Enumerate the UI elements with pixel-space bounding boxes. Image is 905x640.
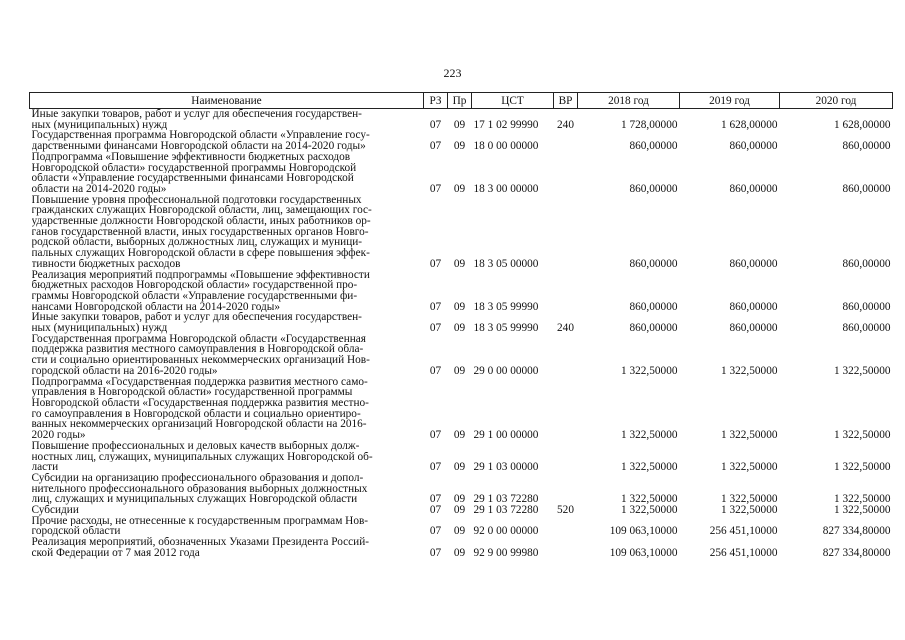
row-name-line: ванных некоммерческих организаций Новгородской области на 2016-	[31, 419, 367, 431]
row-2020-cell: 860,00000	[842, 182, 891, 195]
row-rz-cell: 07	[429, 182, 442, 195]
table-row	[30, 109, 893, 131]
row-name-line: ударственные должности Новгородской области, иных работников ор-	[31, 216, 371, 227]
row-cst-cell: 17 1 02 99990	[473, 118, 539, 131]
row-name-line: бюджетных расходов Новгородской области» государственной про-	[31, 280, 358, 291]
row-name-cell	[30, 537, 424, 558]
row-2020-cell: 860,00000	[842, 257, 891, 270]
row-cst-cell: 18 3 00 00000	[473, 182, 539, 195]
row-cst-cell: 92 0 00 00000	[473, 525, 539, 538]
row-2019-cell: 860,00000	[729, 257, 778, 270]
row-name-line: ласти	[31, 462, 59, 473]
row-2019-cell: 1 628,00000	[721, 118, 778, 131]
row-2020-cell: 860,00000	[842, 300, 891, 313]
row-name-line: тивности бюджетных расходов	[31, 258, 181, 270]
table-row	[30, 505, 893, 516]
row-2018-cell: 860,00000	[629, 182, 678, 195]
row-2018-cell: 860,00000	[629, 322, 678, 335]
row-cst-cell: 29 1 03 72280	[473, 504, 539, 517]
row-name-line: Новгородской области» государственной программы Новгородской	[31, 162, 357, 174]
row-2020-cell: 1 322,50000	[834, 364, 891, 377]
row-name-line: ных (муниципальных) нужд	[31, 323, 168, 334]
row-pr-cell: 09	[453, 493, 466, 506]
row-rz-cell: 07	[429, 257, 442, 270]
row-rz-cell: 07	[429, 429, 442, 442]
row-2019-cell: 1 322,50000	[721, 461, 778, 474]
row-2019-cell: 1 322,50000	[721, 429, 778, 442]
row-name-line: городской области на 2016-2020 годы»	[31, 365, 218, 377]
row-2018-cell: 1 728,00000	[621, 118, 678, 131]
row-name-line: лиц, служащих и муниципальных служащих Новгородской области	[31, 494, 358, 506]
row-name-line: управления в Новгородской области» государственной программы	[31, 387, 353, 398]
column-header-2020: 2020 год	[780, 93, 893, 109]
table-row	[30, 130, 893, 151]
row-cst-cell: 29 1 00 00000	[473, 429, 539, 442]
row-2019-cell: 1 322,50000	[721, 493, 778, 506]
row-name-line: Субсидии	[31, 505, 79, 516]
row-vr-cell	[554, 334, 578, 377]
row-cst-cell: 18 3 05 99990	[473, 300, 539, 313]
table-row	[30, 441, 893, 473]
row-vr-cell	[554, 516, 578, 537]
row-2018-cell: 109 063,10000	[609, 546, 678, 559]
row-name-line: ностных лиц, служащих, муниципальных служащих Новгородской об-	[31, 451, 373, 463]
row-2018-cell: 109 063,10000	[609, 525, 678, 538]
row-cst-cell: 29 1 03 00000	[473, 461, 539, 474]
row-name-line: Субсидии на организацию профессионального образования и допол-	[31, 472, 364, 484]
row-pr-cell: 09	[453, 140, 466, 153]
table-row	[30, 312, 893, 333]
row-name-cell	[30, 195, 424, 270]
row-name-line: городской области	[31, 526, 121, 538]
row-name-line: дарственными финансами Новгородской области на 2014-2020 годы»	[31, 141, 366, 152]
row-name-line: граммы Новгородской области «Управление государственными фи-	[31, 290, 358, 302]
column-header-pr: Пр	[448, 93, 472, 109]
row-cst-cell: 18 0 00 00000	[473, 140, 539, 153]
column-header-2018: 2018 год	[578, 93, 680, 109]
row-name-line: области на 2014-2020 годы»	[31, 183, 167, 195]
row-name-cell	[30, 109, 424, 131]
row-pr-cell: 09	[453, 300, 466, 313]
row-name-line: го самоуправления в Новгородской области и социально ориентиро-	[31, 408, 361, 420]
row-2020-cell: 860,00000	[842, 322, 891, 335]
row-name-line: Повышение профессиональных и деловых качеств выборных долж-	[31, 440, 360, 452]
row-2018-cell: 1 322,50000	[621, 504, 678, 517]
row-name-line: Государственная программа Новгородской области «Государственная	[31, 333, 366, 345]
row-pr-cell: 09	[453, 461, 466, 474]
row-pr-cell: 09	[453, 364, 466, 377]
row-name-cell	[30, 377, 424, 441]
row-pr-cell: 09	[453, 504, 466, 517]
row-2019-cell: 860,00000	[729, 140, 778, 153]
row-name-line: поддержка развития местного самоуправления в Новгородской обла-	[31, 344, 364, 356]
row-name-line: ской Федерации от 7 мая 2012 года	[31, 547, 200, 559]
row-2019-cell: 256 451,10000	[709, 546, 778, 559]
row-vr-cell	[554, 537, 578, 558]
table-row	[30, 334, 893, 377]
row-2019-cell: 1 322,50000	[721, 504, 778, 517]
row-name-line: 2020 годы»	[31, 430, 86, 441]
row-name-cell	[30, 473, 424, 505]
row-pr-cell: 09	[453, 118, 466, 131]
row-name-line: сти и социально ориентированных некоммерческих организаций Нов-	[31, 355, 370, 366]
row-name-cell	[30, 334, 424, 377]
row-name-line: Реализация мероприятий подпрограммы «Повышение эффективности	[31, 269, 370, 281]
row-name-line: нансами Новгородской области на 2014-2020 годы»	[31, 301, 281, 313]
row-2020-cell: 1 322,50000	[834, 504, 891, 517]
row-name-line: Иные закупки товаров, работ и услуг для обеспечения государствен-	[31, 109, 362, 120]
row-vr-cell	[554, 195, 578, 270]
row-pr-cell: 09	[453, 257, 466, 270]
row-vr-cell	[554, 441, 578, 473]
row-vr-cell	[554, 152, 578, 195]
row-vr-cell: 240	[557, 118, 574, 131]
row-rz-cell: 07	[429, 525, 442, 538]
row-pr-cell: 09	[453, 322, 466, 335]
row-2018-cell: 860,00000	[629, 300, 678, 313]
row-name-cell	[30, 505, 424, 516]
row-name-line: ных (муниципальных) нужд	[31, 119, 168, 131]
row-name-cell	[30, 312, 424, 333]
row-rz-cell: 07	[429, 364, 442, 377]
row-2018-cell: 860,00000	[629, 257, 678, 270]
row-pr-cell: 09	[453, 182, 466, 195]
row-rz-cell: 07	[429, 300, 442, 313]
row-cst-cell: 92 9 00 99980	[473, 546, 539, 559]
row-name-cell	[30, 441, 424, 473]
table-row	[30, 377, 893, 441]
row-2020-cell: 827 334,80000	[822, 546, 891, 559]
table-row	[30, 473, 893, 505]
row-2020-cell: 860,00000	[842, 140, 891, 153]
row-name-line: Новгородской области «Государственная поддержка развития местно-	[31, 397, 369, 409]
row-2019-cell: 860,00000	[729, 300, 778, 313]
column-header-name: Наименование	[30, 93, 424, 109]
row-2018-cell: 1 322,50000	[621, 429, 678, 442]
row-cst-cell: 29 1 03 72280	[473, 493, 539, 506]
row-name-line: Реализация мероприятий, обозначенных Указами Президента Россий-	[31, 537, 370, 548]
column-header-rz: РЗ	[424, 93, 448, 109]
row-2019-cell: 860,00000	[729, 182, 778, 195]
row-name-line: гражданских служащих Новгородской области, лиц, замещающих гос-	[31, 205, 372, 217]
row-name-line: родской области, выборных должностных лиц, служащих и муници-	[31, 237, 363, 249]
page-number: 223	[443, 66, 462, 80]
row-vr-cell	[554, 130, 578, 151]
row-2018-cell: 1 322,50000	[621, 364, 678, 377]
row-pr-cell: 09	[453, 546, 466, 559]
row-2020-cell: 1 628,00000	[834, 118, 891, 131]
row-rz-cell: 07	[429, 461, 442, 474]
column-header-cst: ЦСТ	[472, 93, 554, 109]
row-rz-cell: 07	[429, 546, 442, 559]
row-pr-cell: 09	[453, 429, 466, 442]
row-name-cell	[30, 516, 424, 537]
table-row	[30, 537, 893, 558]
row-2020-cell: 1 322,50000	[834, 461, 891, 474]
row-name-line: пальных служащих Новгородской области в сфере повышения эффек-	[31, 248, 370, 259]
column-header-2019: 2019 год	[680, 93, 780, 109]
column-header-vr: ВР	[554, 93, 578, 109]
row-pr-cell: 09	[453, 525, 466, 538]
table-header-row	[30, 93, 893, 109]
row-cst-cell: 18 3 05 99990	[473, 322, 539, 335]
row-2020-cell: 827 334,80000	[822, 525, 891, 538]
row-name-cell	[30, 152, 424, 195]
row-vr-cell: 240	[557, 322, 574, 335]
row-name-line: нительного профессионального образования выборных должностных	[31, 483, 368, 495]
row-2019-cell: 860,00000	[729, 322, 778, 335]
row-2019-cell: 1 322,50000	[721, 364, 778, 377]
table-row	[30, 516, 893, 537]
row-2020-cell: 1 322,50000	[834, 493, 891, 506]
row-2019-cell: 256 451,10000	[709, 525, 778, 538]
row-name-line: Подпрограмма «Повышение эффективности бюджетных расходов	[31, 151, 351, 163]
row-cst-cell: 18 3 05 00000	[473, 257, 539, 270]
row-vr-cell	[554, 270, 578, 313]
row-rz-cell: 07	[429, 140, 442, 153]
table-body	[30, 109, 893, 559]
row-vr-cell: 520	[557, 504, 574, 517]
row-2018-cell: 1 322,50000	[621, 493, 678, 506]
row-rz-cell: 07	[429, 118, 442, 131]
row-rz-cell: 07	[429, 493, 442, 506]
row-2018-cell: 860,00000	[629, 140, 678, 153]
row-name-cell	[30, 130, 424, 151]
row-name-line: Подпрограмма «Государственная поддержка развития местного само-	[31, 376, 368, 388]
row-name-line: Государственная программа Новгородской области «Управление госу-	[31, 130, 370, 142]
row-name-cell	[30, 270, 424, 313]
row-name-line: Иные закупки товаров, работ и услуг для обеспечения государствен-	[31, 312, 362, 324]
row-2020-cell: 1 322,50000	[834, 429, 891, 442]
row-vr-cell	[554, 473, 578, 505]
row-name-line: области «Управление государственными финансами Новгородской	[31, 173, 354, 184]
row-name-line: ганов государственной власти, иных государственных органов Новго-	[31, 226, 369, 238]
table-row	[30, 195, 893, 270]
row-name-line: Прочие расходы, не отнесенные к государственным программам Нов-	[31, 515, 369, 527]
row-vr-cell	[554, 377, 578, 441]
row-cst-cell: 29 0 00 00000	[473, 364, 539, 377]
row-2018-cell: 1 322,50000	[621, 461, 678, 474]
row-rz-cell: 07	[429, 504, 442, 517]
table-row	[30, 152, 893, 195]
row-name-line: Повышение уровня профессиональной подготовки государственных	[31, 194, 362, 206]
row-rz-cell: 07	[429, 322, 442, 335]
table-row	[30, 270, 893, 313]
budget-table	[29, 92, 893, 559]
